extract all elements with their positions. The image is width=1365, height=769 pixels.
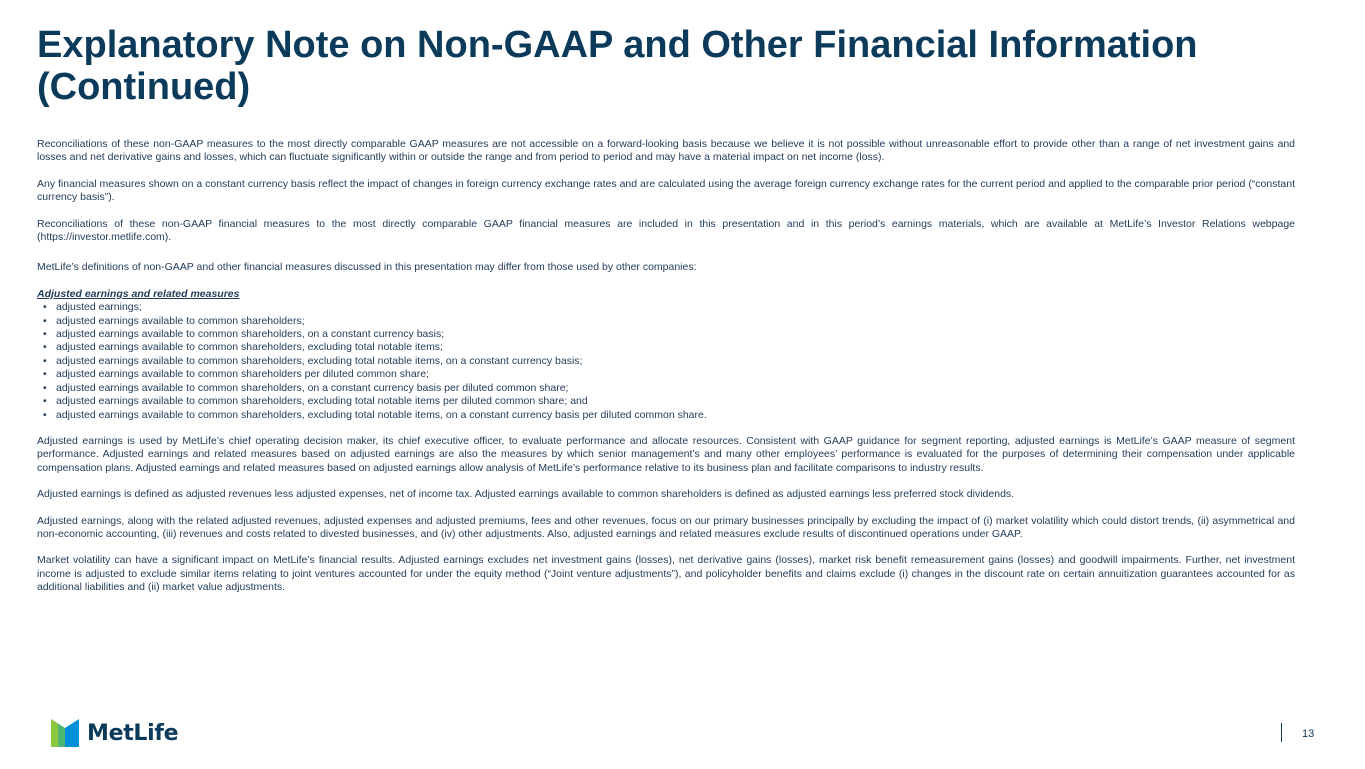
bullet-icon: •: [43, 314, 47, 327]
page-number: 13: [1302, 728, 1315, 740]
list-item-text: adjusted earnings available to common shareholders, excluding total notable items, on a constant currency basis per diluted common share.: [56, 408, 707, 421]
bullet-icon: •: [43, 328, 47, 341]
bullet-icon: •: [43, 341, 47, 354]
section-heading: Adjusted earnings and related measures: [37, 287, 240, 300]
list-item-text: adjusted earnings available to common shareholders, excluding total notable items, on a constant currency basis;: [56, 354, 583, 367]
list-item: [37, 341, 1295, 354]
slide-body: [37, 138, 1295, 595]
list-item-text: adjusted earnings;: [56, 301, 142, 314]
list-item: [37, 328, 1295, 341]
logo-wordmark: MetLife: [87, 720, 179, 746]
bullet-icon: •: [43, 381, 47, 394]
bullet-icon: •: [43, 368, 47, 381]
list-item-text: adjusted earnings available to common shareholders, on a constant currency basis;: [56, 328, 445, 341]
paragraph-adjusted-earnings-usage: Adjusted earnings is used by MetLife’s chief operating decision maker, its chief executive officer, to evaluate performance and allocate resources. Consistent with GAAP guidance for segment reporting, adjusted earnings is MetLife’s GAAP measure of segment performance. Adjusted earnings and related measures based on adjusted earnings are also the measures by which senior management’s and many other employees’ performance is evaluated for the purposes of determining their compensation under applicable compensation plans. Adjusted earnings and related measures based on adjusted earnings allow analysis of MetLife’s performance relative to its business plan and facilitate comparisons to industry results.: [37, 434, 1295, 474]
paragraph-reconciliation-included: Reconciliations of these non-GAAP financial measures to the most directly comparable GAAP financial measures are included in this presentation and in this period’s earnings materials, which are available at MetLife’s Investor Relations webpage (https://investor.metlife.com).: [37, 217, 1295, 244]
list-item: [37, 382, 1295, 395]
paragraph-reconciliation-forward-looking: Reconciliations of these non-GAAP measures to the most directly comparable GAAP measures are not accessible on a forward-looking basis because we believe it is not possible without unreasonable effort to provide other than a range of net investment gains and losses and net derivative gains and losses, which can fluctuate significantly within or outside the range and from period to period and may have a material impact on net income (loss).: [37, 138, 1295, 164]
list-item-text: adjusted earnings available to common shareholders, on a constant currency basis per diluted common share;: [56, 381, 569, 394]
list-item: [37, 315, 1295, 328]
list-item-text: adjusted earnings available to common shareholders, excluding total notable items per diluted common share; and: [56, 395, 588, 408]
list-item: [37, 395, 1295, 408]
list-item: [37, 409, 1295, 422]
list-item: [37, 355, 1295, 368]
metlife-m-icon: [51, 719, 79, 747]
bullet-icon: •: [43, 354, 47, 367]
paragraph-constant-currency: Any financial measures shown on a constant currency basis reflect the impact of changes in foreign currency exchange rates and are calculated using the average foreign currency exchange rates for the current period and applied to the comparable prior period (“constant currency basis”).: [37, 177, 1295, 204]
bullet-icon: •: [43, 408, 47, 421]
list-item-text: adjusted earnings available to common shareholders, excluding total notable items;: [56, 341, 443, 354]
bullet-icon: •: [43, 395, 47, 408]
page-title: Explanatory Note on Non-GAAP and Other Financial Information (Continued): [37, 24, 1198, 108]
list-item: [37, 301, 1295, 314]
list-item-text: adjusted earnings available to common shareholders;: [56, 314, 305, 327]
list-item: [37, 368, 1295, 381]
paragraph-adjusted-earnings-definition: Adjusted earnings is defined as adjusted revenues less adjusted expenses, net of income tax. Adjusted earnings available to common shareholders is defined as adjusted earnings less preferred stock dividends.: [37, 488, 1015, 501]
paragraph-adjusted-earnings-focus: Adjusted earnings, along with the related adjusted revenues, adjusted expenses and adjusted premiums, fees and other revenues, focus on our primary businesses principally by excluding the impact of (i) market volatility which could distort trends, (ii) asymmetrical and non-economic accounting, (iii) revenues and costs related to divested businesses, and (iv) other adjustments. Also, adjusted earnings and related measures exclude results of discontinued operations under GAAP.: [37, 514, 1295, 540]
paragraph-definitions-differ: MetLife’s definitions of non-GAAP and other financial measures discussed in this presentation may differ from those used by other companies:: [37, 261, 697, 274]
bullet-list: [37, 301, 1295, 422]
footer-divider: [1281, 723, 1282, 742]
metlife-logo: [51, 718, 178, 748]
list-item-text: adjusted earnings available to common shareholders per diluted common share;: [56, 368, 429, 381]
paragraph-market-volatility: Market volatility can have a significant impact on MetLife’s financial results. Adjusted earnings excludes net investment gains (losses), net derivative gains (losses), market risk benefit remeasurement gains (losses) and goodwill impairments. Further, net investment income is adjusted to exclude similar items relating to joint ventures accounted for under the equity method (“Joint venture adjustments”), and policyholder benefits and claims exclude (i) changes in the discount rate on certain annuitization guarantees accounted for as additional liabilities and (ii) market value adjustments.: [37, 554, 1295, 594]
bullet-icon: •: [43, 301, 47, 314]
